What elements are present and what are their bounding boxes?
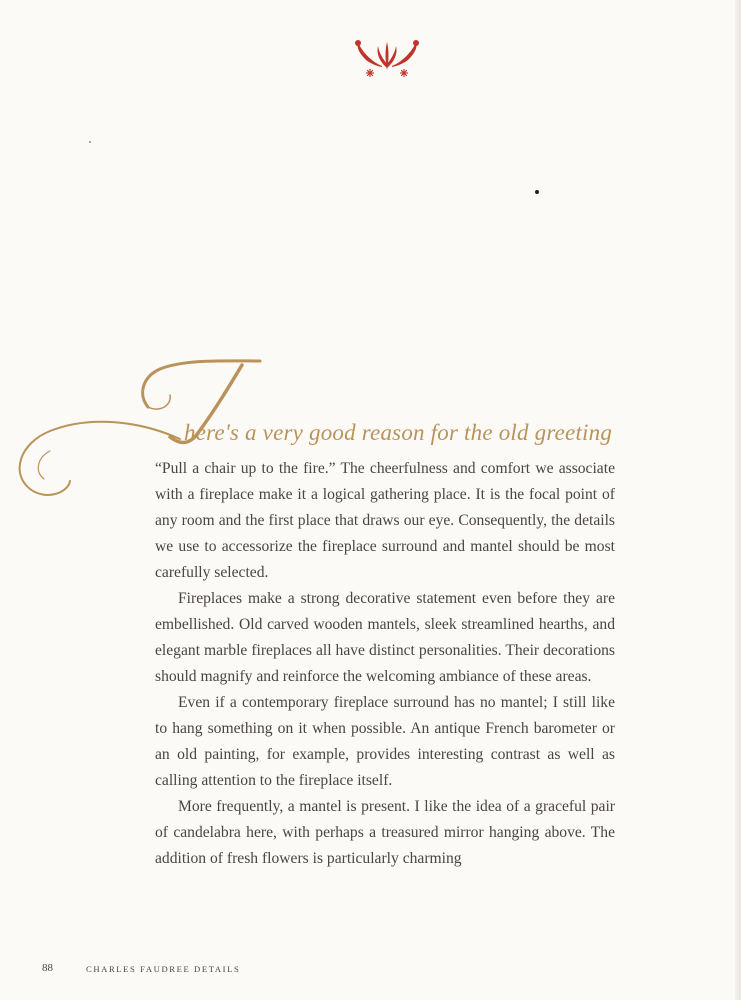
paragraph: “Pull a chair up to the fire.” The cheerfulness and comfort we associate with a fireplace make it a logical gathering place. It is the focal point of any room and the first place that draws our eye. Consequently, the details we use to accessorize the fireplace surround and mantel should be most carefully selected. bbox=[155, 460, 615, 581]
page-number: 88 bbox=[42, 962, 53, 974]
paragraph: More frequently, a mantel is present. I like the idea of a graceful pair of candelabra here, with perhaps a treasured mirror hanging above. The addition of fresh flowers is particularly charming bbox=[155, 798, 615, 867]
page-edge-shadow bbox=[735, 0, 741, 1000]
fleur-de-lis-ornament-icon bbox=[352, 38, 422, 78]
lead-in-text: here's a very good reason for the old greeting bbox=[184, 420, 613, 445]
paper-speck bbox=[535, 190, 539, 194]
paragraph: Fireplaces make a strong decorative statement even before they are embellished. Old carved wooden mantels, sleek streamlined hearths, and elegant marble fireplaces all have distinct personalities. Their decorations should magnify and reinforce the welcoming ambiance of these areas. bbox=[155, 590, 615, 685]
paragraph: Even if a contemporary fireplace surround has no mantel; I still like to hang something on it when possible. An antique French barometer or an old painting, for example, provides interesting contrast as well as calling attention to the fireplace itself. bbox=[155, 694, 615, 789]
running-head: CHARLES FAUDREE DETAILS bbox=[86, 964, 241, 974]
body-text bbox=[155, 456, 615, 872]
paper-speck bbox=[89, 141, 91, 143]
